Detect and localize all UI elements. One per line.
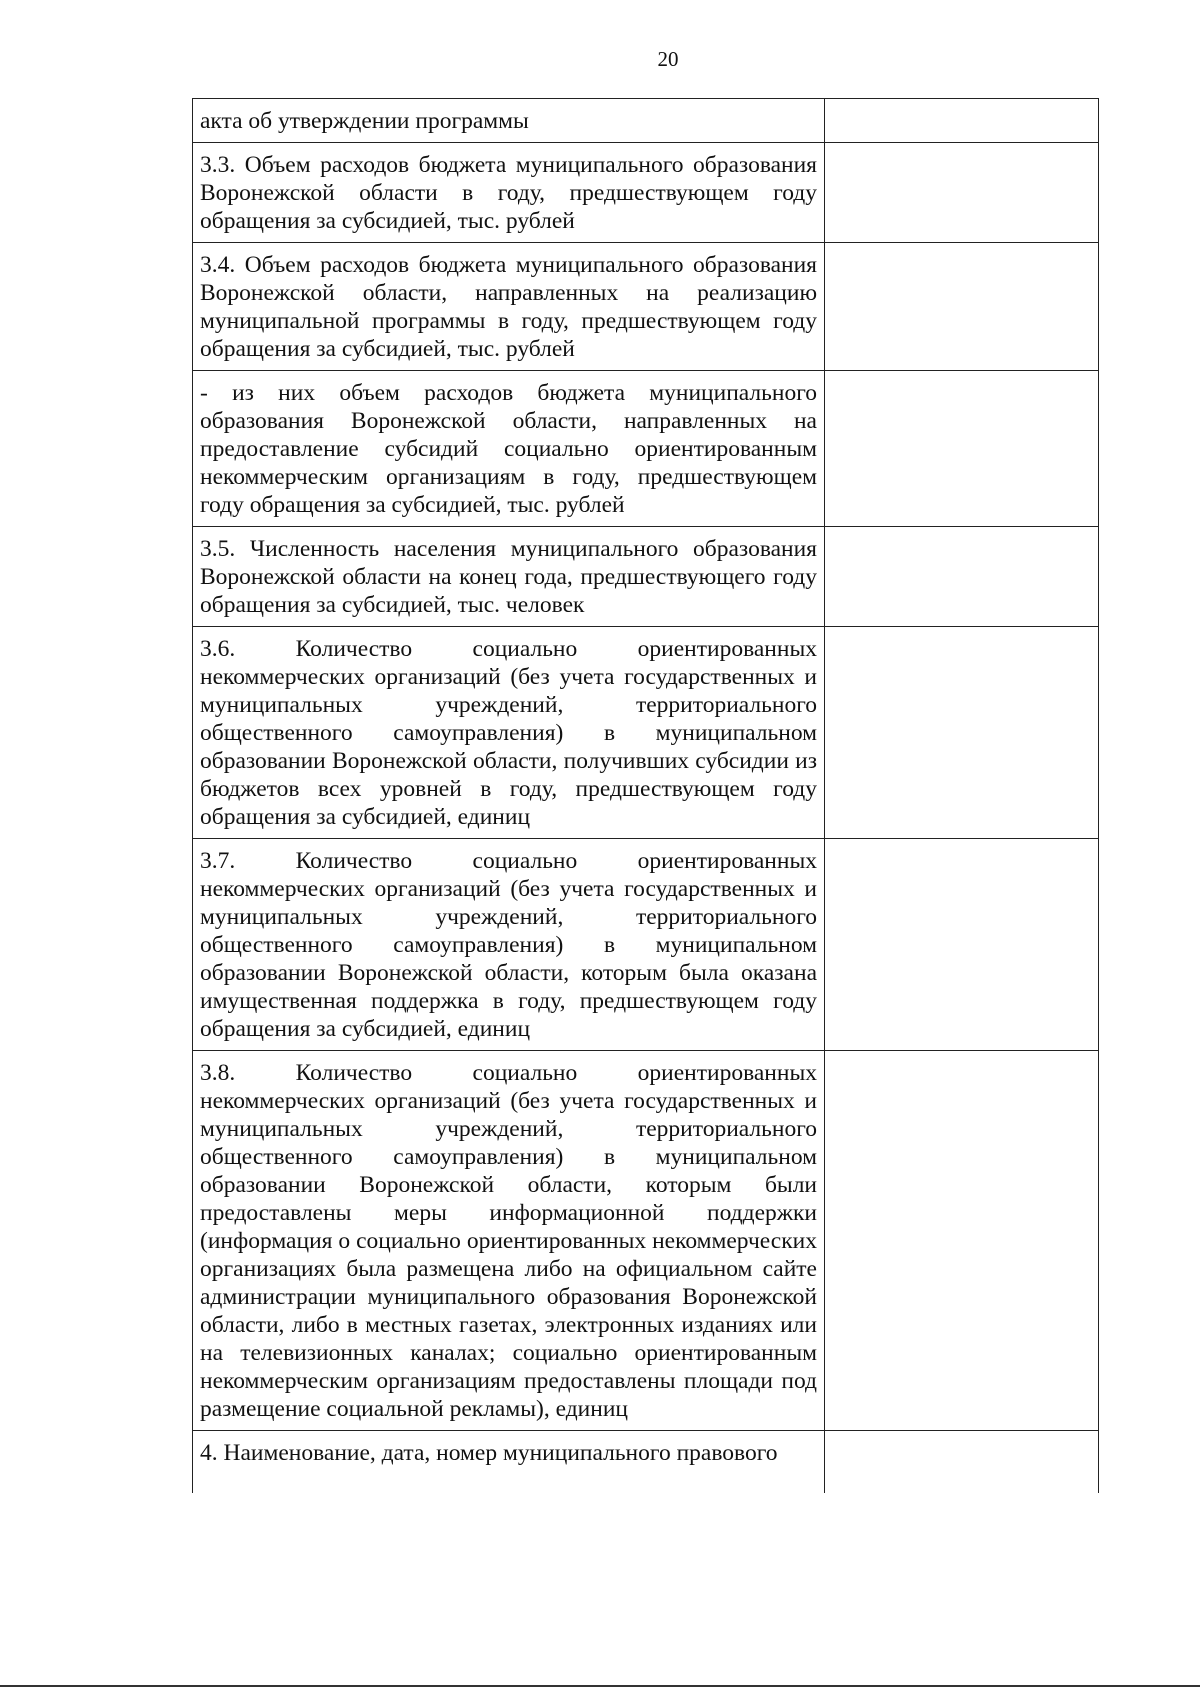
row-label: 3.8. Количество социально ориентированных некоммерческих организаций (без учета государственных и муниципальных учреждений, территориального общественного самоуправления) в муниципальном образовании Воронежской области, которым были предоставлены меры информационной поддержки (информация о социально ориентированных некоммерческих организациях была размещена либо на официальном сайте администрации муниципального образования Воронежской области, либо в местных газетах, электронных изданиях или на телевизионных каналах; социально ориентированным некоммерческим организациям предоставлены площади под размещение социальной рекламы), единиц [193, 1051, 825, 1430]
value-cell[interactable] [825, 839, 1098, 1050]
value-cell[interactable] [825, 627, 1098, 838]
row-label: 3.6. Количество социально ориентированных некоммерческих организаций (без учета государственных и муниципальных учреждений, территориального общественного самоуправления) в муниципальном образовании Воронежской области, получивших субсидии из бюджетов всех уровней в году, предшествующем году обращения за субсидией, единиц [193, 627, 825, 838]
table-row [192, 143, 1099, 243]
table-row [192, 371, 1099, 527]
value-cell[interactable] [825, 527, 1098, 626]
row-label: - из них объем расходов бюджета муниципального образования Воронежской области, направленных на предоставление субсидий социально ориентированным некоммерческим организациям в году, предшествующем году обращения за субсидией, тыс. рублей [193, 371, 825, 526]
table-row [192, 839, 1099, 1051]
row-label: 3.5. Численность населения муниципального образования Воронежской области на конец года, предшествующего году обращения за субсидией, тыс. человек [193, 527, 825, 626]
page-number: 20 [657, 47, 679, 71]
value-cell[interactable] [825, 243, 1098, 370]
row-label: 3.3. Объем расходов бюджета муниципального образования Воронежской области в году, предшествующем году обращения за субсидией, тыс. рублей [193, 143, 825, 242]
value-cell[interactable] [825, 371, 1098, 526]
table-row [192, 1431, 1099, 1493]
indicator-table [192, 98, 1099, 1493]
row-label: акта об утверждении программы [193, 99, 825, 142]
value-cell[interactable] [825, 143, 1098, 242]
row-label: 3.7. Количество социально ориентированных некоммерческих организаций (без учета государственных и муниципальных учреждений, территориального общественного самоуправления) в муниципальном образовании Воронежской области, которым была оказана имущественная поддержка в году, предшествующем году обращения за субсидией, единиц [193, 839, 825, 1050]
row-label: 4. Наименование, дата, номер муниципального правового [193, 1431, 825, 1493]
row-label: 3.4. Объем расходов бюджета муниципального образования Воронежской области, направленных на реализацию муниципальной программы в году, предшествующем году обращения за субсидией, тыс. рублей [193, 243, 825, 370]
table-row [192, 99, 1099, 143]
table-row [192, 527, 1099, 627]
table-row [192, 627, 1099, 839]
value-cell[interactable] [825, 1431, 1098, 1493]
table-row [192, 243, 1099, 371]
table-row [192, 1051, 1099, 1431]
value-cell[interactable] [825, 1051, 1098, 1430]
value-cell[interactable] [825, 99, 1098, 142]
bottom-rule [0, 1685, 1200, 1687]
